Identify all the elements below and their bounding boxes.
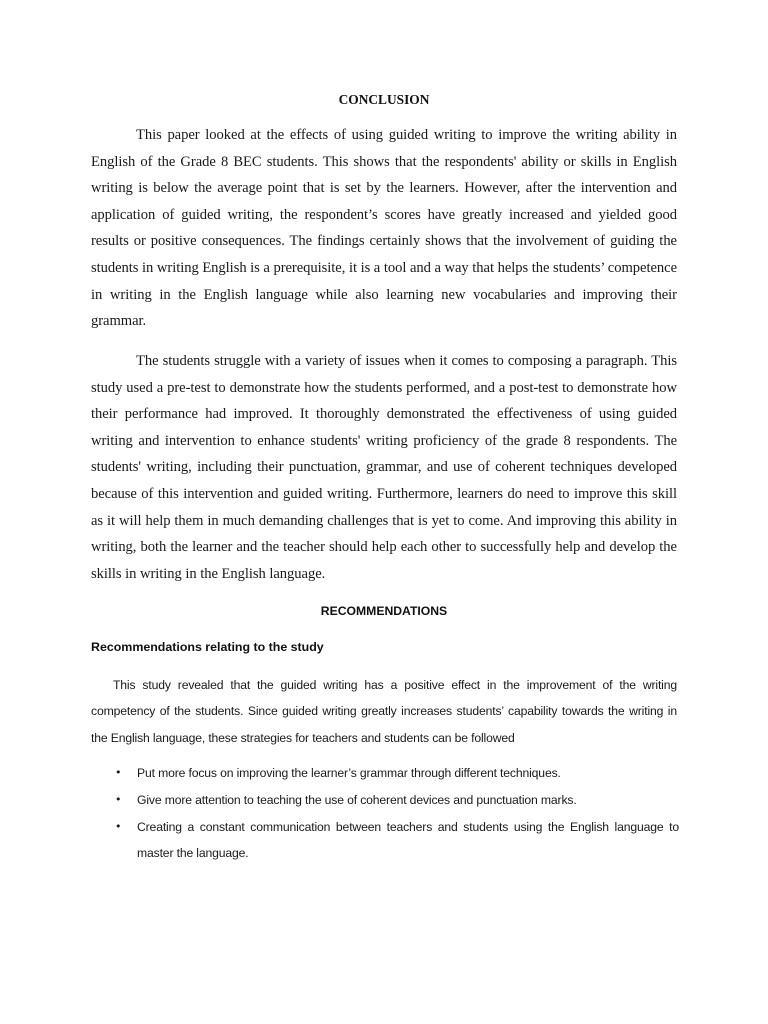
bullet-text: Creating a constant communication between teachers and students using the English language to master the language. xyxy=(137,820,679,861)
list-item xyxy=(91,760,679,786)
bullet-icon: • xyxy=(115,820,122,833)
bullet-text: Put more focus on improving the learner’s grammar through different techniques. xyxy=(137,766,561,780)
conclusion-heading: CONCLUSION xyxy=(338,92,430,107)
bullet-icon: • xyxy=(115,766,122,779)
list-item xyxy=(91,787,679,813)
recommendations-subheading: Recommendations relating to the study xyxy=(91,640,324,654)
bullet-text: Give more attention to teaching the use of coherent devices and punctuation marks. xyxy=(137,793,577,807)
conclusion-paragraph-2: The students struggle with a variety of issues when it comes to composing a paragraph. This study used a pre-test to demonstrate how the students performed, and a post-test to demonstrate how their performance had improved. It thoroughly demonstrated the effectiveness of using guided writing and intervention to enhance students' writing proficiency of the grade 8 respondents. The students' writing, including their punctuation, grammar, and use of coherent techniques developed because of this intervention and guided writing. Furthermore, learners do need to improve this skill as it will help them in much demanding challenges that is yet to come. And improving this ability in writing, both the learner and the teacher should help each other to successfully help and develop the skills in writing in the English language. xyxy=(91,353,677,582)
conclusion-paragraph-1: This paper looked at the effects of using guided writing to improve the writing ability in English of the Grade 8 BEC students. This shows that the respondents' ability or skills in English writing is below the average point that is set by the learners. However, after the intervention and application of guided writing, the respondent’s scores have greatly increased and yielded good results or positive consequences. The findings certainly shows that the involvement of guiding the students in writing English is a prerequisite, it is a tool and a way that helps the students’ competence in writing in the English language while also learning new vocabularies and improving their grammar. xyxy=(91,127,677,330)
bullet-icon: • xyxy=(115,793,122,806)
recommendations-paragraph: This study revealed that the guided writing has a positive effect in the improvement of the writing competency of the students. Since guided writing greatly increases students’ capability towards the writing in the English language, these strategies for teachers and students can be followed xyxy=(91,678,677,745)
recommendations-bullet-list xyxy=(91,760,679,867)
list-item xyxy=(91,814,679,867)
recommendations-heading: RECOMMENDATIONS xyxy=(320,604,448,618)
